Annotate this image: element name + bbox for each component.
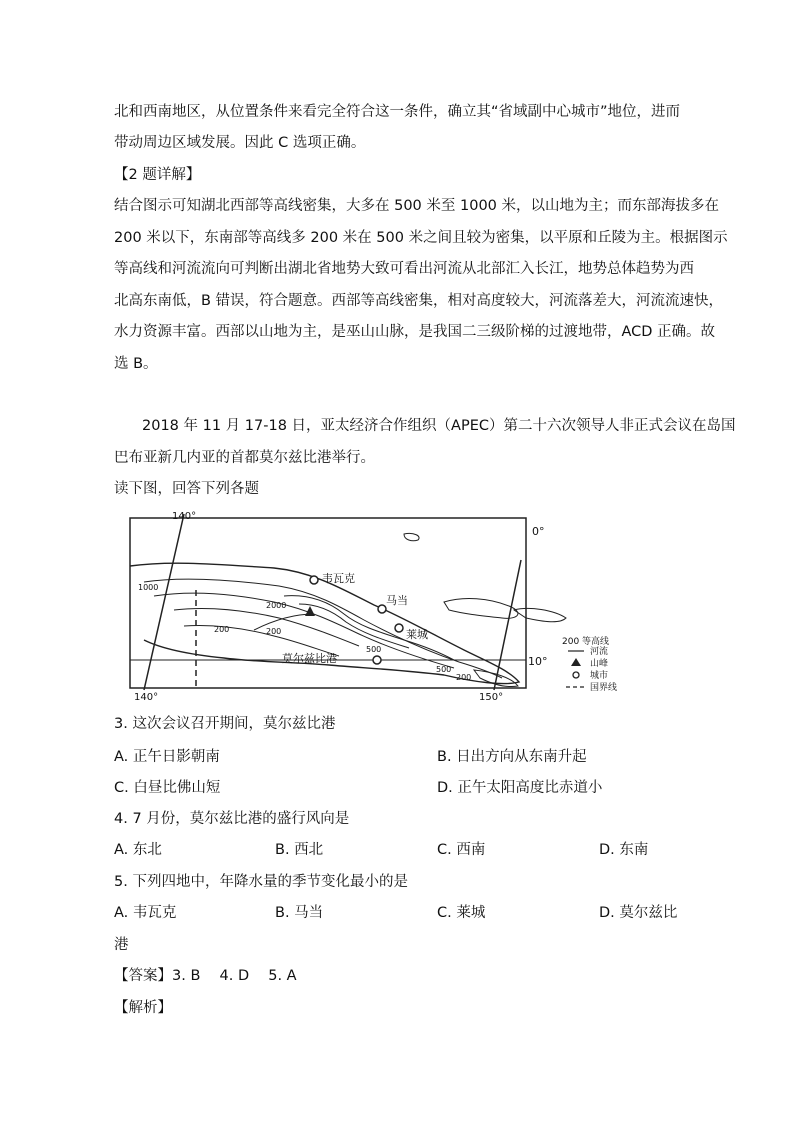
paragraph-line: 水力资源丰富。西部以山地为主，是巫山山脉，是我国二三级阶梯的过渡地带，ACD 正确。故	[114, 324, 716, 340]
city-lae-icon	[395, 624, 403, 632]
paragraph-line: 北和西南地区，从位置条件来看完全符合这一条件，确立其“省域副中心城市”地位，进而	[114, 104, 681, 120]
paragraph-line: 等高线和河流流向可判断出湖北省地势大致可看出河流从北部汇入长江，地势总体趋势为西	[114, 261, 694, 277]
meridian-150	[494, 560, 521, 690]
legend-peak: 山峰	[590, 659, 609, 669]
instruction-line: 读下图，回答下列各题	[114, 481, 259, 497]
legend-river: 河流	[590, 647, 609, 657]
legend-peak-icon	[571, 658, 581, 666]
island	[514, 608, 566, 621]
city-wewak-icon	[310, 576, 318, 584]
label-lon-bottom-right: 150°	[479, 692, 504, 702]
q4-option-c: C. 西南	[437, 842, 486, 858]
contour-label: 200	[266, 627, 282, 636]
paragraph-line: 选 B。	[114, 356, 158, 372]
q5-option-d-continued: 港	[114, 937, 129, 953]
city-label-madang: 马当	[386, 594, 408, 607]
q3-option-c: C. 白昼比佛山短	[114, 780, 221, 796]
legend-border: 国界线	[590, 683, 618, 693]
legend-contour: 200 等高线	[562, 637, 610, 647]
label-lon-top: 140°	[172, 511, 197, 522]
intro-line: 巴布亚新几内亚的首都莫尔兹比港举行。	[114, 450, 375, 466]
legend-city-icon	[573, 672, 579, 678]
river	[254, 614, 314, 630]
label-lon-bottom-left: 140°	[134, 692, 159, 702]
question-3: 3. 这次会议召开期间，莫尔兹比港	[114, 716, 336, 732]
question-5: 5. 下列四地中，年降水量的季节变化最小的是	[114, 874, 408, 890]
city-pom-icon	[373, 656, 381, 664]
contour-label: 200	[456, 673, 472, 682]
paragraph-line: 结合图示可知湖北西部等高线密集，大多在 500 米至 1000 米，以山地为主；而东部海拔多在	[114, 198, 720, 214]
city-label-wewak: 韦瓦克	[322, 572, 355, 585]
q5-option-b: B. 马当	[275, 905, 324, 921]
paragraph-line: 200 米以下，东南部等高线多 200 米在 500 米之间且较为密集，以平原和丘陵为主。根据图示	[114, 230, 728, 246]
legend-city: 城市	[590, 671, 609, 681]
contour-label: 200	[214, 625, 230, 634]
question-4: 4. 7 月份，莫尔兹比港的盛行风向是	[114, 811, 350, 827]
paragraph-line: 带动周边区域发展。因此 C 选项正确。	[114, 135, 366, 151]
q3-option-d: D. 正午太阳高度比赤道小	[437, 780, 603, 796]
section-heading: 【2 题详解】	[114, 167, 201, 183]
contour-label: 500	[366, 645, 382, 654]
contour-label: 500	[436, 665, 452, 674]
q5-option-d: D. 莫尔兹比	[599, 905, 678, 921]
paragraph-line: 北高东南低，B 错误，符合题意。西部等高线密集，相对高度较大，河流落差大，河流流速快，	[114, 293, 724, 309]
meridian-140	[144, 514, 184, 690]
map-legend	[562, 635, 617, 693]
island	[444, 599, 518, 619]
q3-option-b: B. 日出方向从东南升起	[437, 749, 587, 765]
answer-line: 【答案】3. B 4. D 5. A	[114, 968, 297, 984]
contour-label: 1000	[138, 583, 159, 592]
intro-line: 2018 年 11 月 17-18 日，亚太经济合作组织（APEC）第二十六次领导人非正式会议在岛国	[142, 418, 736, 434]
contour-line	[299, 604, 409, 648]
q4-option-a: A. 东北	[114, 842, 162, 858]
label-lat-0: 0°	[532, 525, 545, 538]
analysis-heading: 【解析】	[114, 1000, 172, 1016]
contour-label: 2000	[266, 601, 287, 610]
png-topographic-map	[114, 510, 684, 702]
city-label-lae: 莱城	[406, 628, 428, 641]
q4-option-b: B. 西北	[275, 842, 324, 858]
q3-option-a: A. 正午日影朝南	[114, 749, 220, 765]
city-label-pom: 莫尔兹比港	[282, 652, 337, 665]
label-lat-10: 10°	[528, 655, 548, 668]
q5-option-c: C. 莱城	[437, 905, 486, 921]
city-madang-icon	[378, 605, 386, 613]
q4-option-d: D. 东南	[599, 842, 649, 858]
q5-option-a: A. 韦瓦克	[114, 905, 177, 921]
island	[404, 533, 419, 540]
